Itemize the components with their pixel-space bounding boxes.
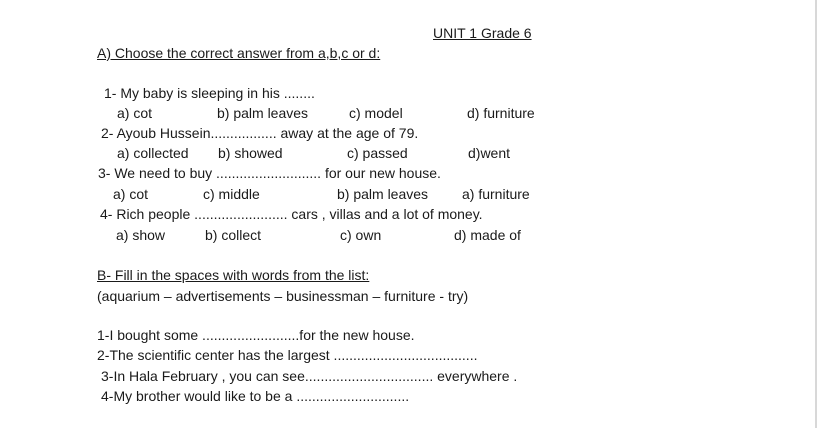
q2-option-b: b) showed	[218, 145, 283, 161]
q4-option-d: d) made of	[454, 227, 521, 243]
q2-option-a: a) collected	[117, 145, 189, 161]
section-a-title: A) Choose the correct answer from a,b,c or d:	[97, 45, 381, 61]
q4-option-b: b) collect	[205, 227, 262, 243]
q1-option-b: b) palm leaves	[217, 105, 309, 121]
q1-option-d: d) furniture	[467, 105, 535, 121]
q4-option-a: a) show	[116, 227, 166, 243]
q3-option-d: a) furniture	[462, 186, 530, 202]
fill-sentence-3: 3-In Hala February , you can see................................. everywhere .	[101, 368, 518, 384]
q3-option-c: b) palm leaves	[337, 186, 429, 202]
q1-option-a: a) cot	[117, 105, 153, 121]
q1-option-c: c) model	[349, 105, 403, 121]
q1-stem: 1- My baby is sleeping in his ........	[104, 85, 315, 101]
fill-sentence-1: 1-I bought some .........................for the new house.	[97, 327, 415, 343]
q2-option-d: d)went	[468, 145, 511, 161]
q4-option-c: c) own	[340, 227, 382, 243]
section-b-title: B- Fill in the spaces with words from the list:	[97, 267, 370, 283]
q3-option-b: c) middle	[203, 186, 260, 202]
q3-stem: 3- We need to buy ........................... for our new house.	[98, 165, 441, 181]
q2-stem: 2- Ayoub Hussein................. away at the age of 79.	[101, 125, 419, 141]
unit-grade-heading: UNIT 1 Grade 6	[433, 25, 532, 41]
q4-stem: 4- Rich people ........................ cars , villas and a lot of money.	[100, 206, 483, 222]
fill-sentence-2: 2-The scientific center has the largest .....................................	[97, 347, 478, 363]
q2-option-c: c) passed	[347, 145, 408, 161]
word-list: (aquarium – advertisements – businessman – furniture - try)	[97, 288, 469, 304]
fill-sentence-4: 4-My brother would like to be a .............................	[101, 388, 410, 404]
q3-option-a: a) cot	[113, 186, 149, 202]
